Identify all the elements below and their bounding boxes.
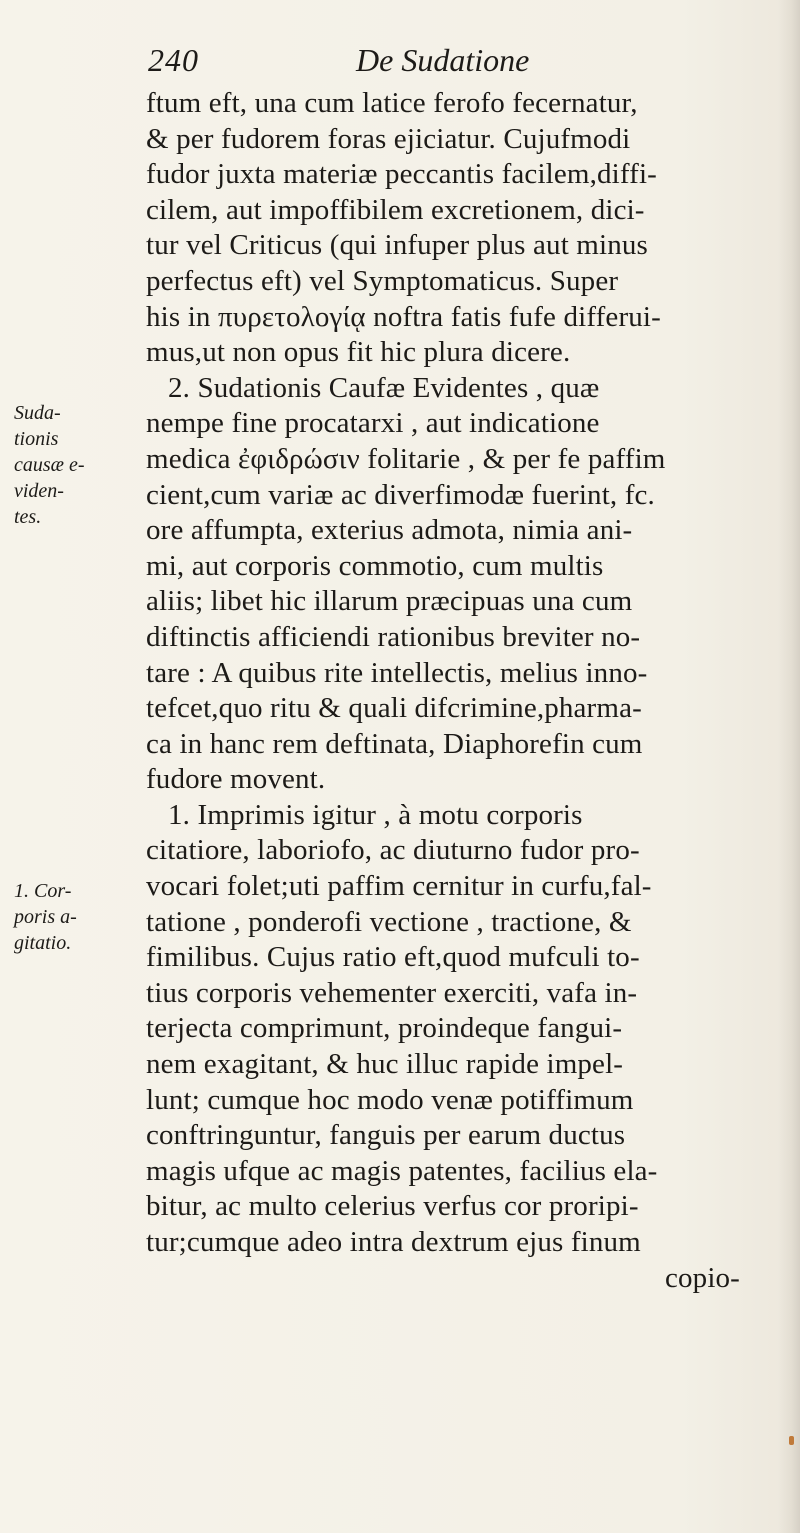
text-line: ore affumpta, exterius admota, nimia ani-: [146, 514, 633, 547]
paragraph-start-line: 1. Imprimis igitur , à motu corporis: [168, 798, 583, 831]
text-line: aliis; libet hic illarum præcipuas una cum: [146, 585, 633, 618]
text-line: & per fudorem foras ejiciatur. Cujufmodi: [146, 122, 631, 155]
text-line: ftum eft, una cum latice ferofo fecernatur,: [146, 87, 638, 119]
paper-speck: [789, 1436, 794, 1445]
catchword: copio-: [665, 1261, 740, 1294]
text-line: nempe fine procatarxi , aut indicatione: [146, 407, 600, 440]
margin-note-line: tionis: [14, 428, 59, 450]
text-line: tatione , ponderofi vectione , tractione, &: [146, 905, 632, 938]
text-line: terjecta comprimunt, proindeque fangui-: [146, 1012, 623, 1045]
margin-note-line: gitatio.: [14, 932, 72, 954]
margin-note-line: Suda-: [14, 402, 61, 424]
text-line: nem exagitant, & huc illuc rapide impel-: [146, 1048, 624, 1081]
text-line: magis ufque ac magis patentes, facilius ela-: [146, 1154, 658, 1187]
body-text: [146, 86, 776, 1296]
text-line: fimilibus. Cujus ratio eft,quod mufculi to-: [146, 941, 640, 974]
text-line: cient,cum variæ ac diverfimodæ fuerint, fc.: [146, 478, 655, 511]
text-line: tur vel Criticus (qui infuper plus aut minus: [146, 229, 648, 262]
text-line: mi, aut corporis commotio, cum multis: [146, 549, 604, 582]
page-header: [148, 42, 768, 82]
text-line: tare : A quibus rite intellectis, melius inno-: [146, 656, 648, 689]
page-edge-shadow: [778, 0, 800, 1533]
text-line: tur;cumque adeo intra dextrum ejus finum: [146, 1226, 641, 1258]
page-number: 240: [148, 42, 199, 78]
margin-note-line: viden-: [14, 480, 64, 502]
text-line: conftringuntur, fanguis per earum ductus: [146, 1119, 626, 1152]
text-line: diftinctis afficiendi rationibus breviter no-: [146, 620, 641, 653]
text-line: mus,ut non opus fit hic plura dicere.: [146, 336, 571, 369]
text-line: lunt; cumque hoc modo venæ potiffimum: [146, 1083, 634, 1116]
margin-note-line: tes.: [14, 506, 42, 528]
text-line: citatiore, laboriofo, ac diuturno fudor pro-: [146, 834, 640, 867]
paragraph-start-line: 2. Sudationis Caufæ Evidentes , quæ: [168, 371, 600, 404]
margin-note-line: causæ e-: [14, 454, 85, 476]
text-line: vocari folet;uti paffim cernitur in curfu,fal-: [146, 870, 652, 903]
text-line: tius corporis vehementer exerciti, vafa in-: [146, 976, 638, 1009]
text-line: bitur, ac multo celerius verfus cor proripi-: [146, 1190, 639, 1223]
text-line: fudore movent.: [146, 763, 326, 796]
margin-note-causes: [14, 400, 104, 530]
text-line: fudor juxta materiæ peccantis facilem,diffi-: [146, 158, 657, 191]
margin-note-line: poris a-: [14, 906, 77, 928]
text-line: perfectus eft) vel Symptomaticus. Super: [146, 264, 619, 297]
margin-note-body-agitation: [14, 878, 104, 956]
text-line: his in πυρετολογίᾳ noftra fatis fufe differui-: [146, 300, 661, 333]
running-title: De Sudatione: [356, 42, 530, 78]
text-line: tefcet,quo ritu & quali difcrimine,pharma-: [146, 692, 642, 725]
margin-note-line: 1. Cor-: [14, 880, 72, 902]
text-line: medica ἐφιδρώσιν folitarie , & per fe paffim: [146, 442, 666, 475]
text-line: cilem, aut impoffibilem excretionem, dici-: [146, 193, 645, 226]
text-line: ca in hanc rem deftinata, Diaphorefin cum: [146, 727, 643, 760]
